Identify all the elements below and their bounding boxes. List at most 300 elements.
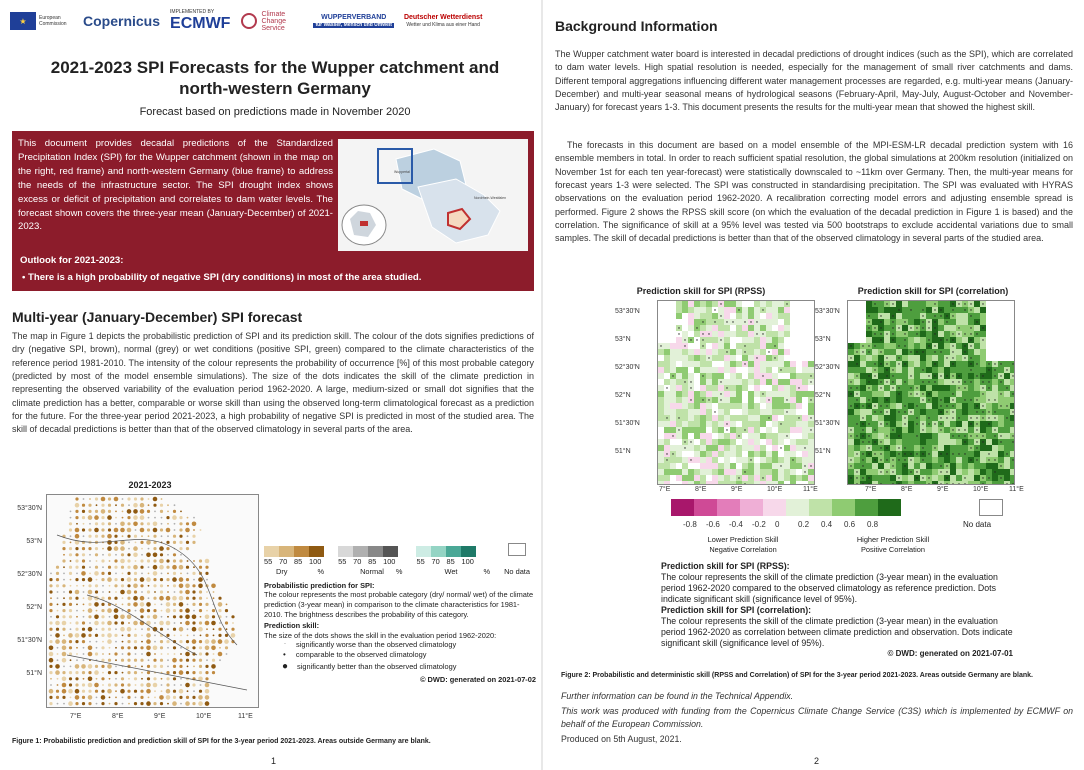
forecast-dot bbox=[225, 621, 228, 624]
skill-cell bbox=[790, 421, 796, 427]
intro-map-label-wuppertal: Wuppertal bbox=[394, 170, 410, 174]
forecast-dot bbox=[192, 584, 195, 587]
significance-dot bbox=[1006, 417, 1007, 418]
significance-dot bbox=[738, 477, 739, 478]
skill-cell bbox=[944, 301, 950, 307]
significance-dot bbox=[976, 321, 977, 322]
skill-cell bbox=[736, 421, 742, 427]
significance-dot bbox=[958, 327, 959, 328]
skill-cell bbox=[736, 457, 742, 463]
significance-dot bbox=[810, 465, 811, 466]
significance-dot bbox=[904, 321, 905, 322]
skill-cell bbox=[968, 451, 974, 457]
forecast-dot bbox=[141, 535, 143, 537]
skill-cell bbox=[932, 397, 938, 403]
significance-dot bbox=[690, 387, 691, 388]
skill-cell bbox=[718, 481, 724, 484]
skill-cell bbox=[658, 427, 664, 433]
skill-cell bbox=[730, 481, 736, 484]
skill-cell bbox=[962, 445, 968, 451]
forecast-dot bbox=[153, 504, 156, 507]
forecast-dot bbox=[101, 522, 104, 525]
skill-cell bbox=[1010, 421, 1014, 427]
forecast-dot bbox=[101, 535, 104, 538]
skill-cell bbox=[878, 367, 884, 373]
skill-cell bbox=[760, 463, 766, 469]
skill-cell bbox=[944, 391, 950, 397]
skill-cell bbox=[872, 349, 878, 355]
forecast-dot bbox=[88, 664, 93, 669]
forecast-dot bbox=[173, 584, 176, 587]
skill-cell bbox=[950, 439, 956, 445]
forecast-dot bbox=[69, 590, 72, 593]
forecast-dot bbox=[120, 546, 125, 551]
skill-cell bbox=[938, 439, 944, 445]
significance-dot bbox=[970, 417, 971, 418]
colorbar-tick: 0.6 bbox=[844, 520, 856, 529]
significance-dot bbox=[756, 321, 757, 322]
skill-cell bbox=[884, 463, 890, 469]
forecast-dot bbox=[179, 596, 184, 601]
figure2-corr-lon-label: 7°E bbox=[865, 486, 877, 493]
skill-cell bbox=[992, 463, 998, 469]
skill-cell bbox=[784, 307, 790, 313]
forecast-dot bbox=[193, 579, 195, 581]
skill-cell bbox=[944, 421, 950, 427]
skill-cell bbox=[998, 457, 1004, 463]
skill-cell bbox=[896, 337, 902, 343]
skill-cell bbox=[730, 451, 736, 457]
significance-dot bbox=[958, 429, 959, 430]
forecast-dot bbox=[135, 560, 137, 562]
skill-cell bbox=[670, 397, 676, 403]
forecast-dot bbox=[134, 572, 137, 575]
dwd-logo: Deutscher Wetterdienst Wetter und Klima aus einer Hand bbox=[403, 13, 483, 28]
skill-cell bbox=[872, 313, 878, 319]
figure2-rpss-lat-label: 53°N bbox=[615, 336, 631, 343]
forecast-dot bbox=[148, 566, 150, 568]
forecast-dot bbox=[154, 697, 156, 699]
skill-cell bbox=[896, 319, 902, 325]
skill-cell bbox=[932, 391, 938, 397]
significance-dot bbox=[868, 399, 869, 400]
section-text: The map in Figure 1 depicts the probabilistic prediction of SPI and its prediction skill. The colour of the dots signifies predictions of dry (negative SPI, brown), normal (grey) or wet conditions (positive SPI, green) compared to the climate characteristics of the reference period 1981-2010. The intensity of the colour represents the probability of occurrence [%] of this most probable category (predicted by most of the model ensemble simulations). The size of the dots indicates the skill of the climate prediction in representing the observed variability of the evaluation period 1962-2020. A large, medium-sized or small dot signifies that the climate prediction has a better, comparable or worse skill than using the observed long-term climatological forecast as a prediction for the future. For the three-year period 2021-2023, a high probability of negative SPI is predicted in most of the studied area. The skill of decadal predictions is better than that of the observed climatology in several parts of the area. bbox=[12, 331, 534, 435]
skill-cell bbox=[902, 355, 908, 361]
forecast-dot bbox=[173, 559, 176, 562]
skill-cell bbox=[754, 397, 760, 403]
significance-dot bbox=[868, 375, 869, 376]
forecast-dot bbox=[173, 510, 176, 513]
skill-cell bbox=[1004, 439, 1010, 445]
skill-cell bbox=[980, 367, 986, 373]
forecast-dot bbox=[153, 615, 158, 620]
significance-dot bbox=[952, 399, 953, 400]
significance-dot bbox=[1000, 375, 1001, 376]
skill-cell bbox=[848, 451, 854, 457]
skill-cell bbox=[718, 475, 724, 481]
skill-cell bbox=[766, 403, 772, 409]
forecast-dot bbox=[63, 635, 65, 637]
skill-cell bbox=[790, 481, 796, 484]
skill-cell bbox=[718, 349, 724, 355]
skill-cell bbox=[730, 301, 736, 307]
forecast-dot bbox=[141, 653, 143, 655]
page-number-1: 1 bbox=[271, 756, 277, 766]
forecast-dot bbox=[186, 547, 189, 550]
significance-dot bbox=[880, 339, 881, 340]
skill-cell bbox=[944, 457, 950, 463]
skill-cell bbox=[908, 445, 914, 451]
forecast-dot bbox=[88, 608, 93, 613]
forecast-dot bbox=[102, 591, 104, 593]
skill-cell bbox=[790, 397, 796, 403]
skill-cell bbox=[736, 385, 742, 391]
significance-dot bbox=[880, 405, 881, 406]
significance-dot bbox=[970, 339, 971, 340]
significance-dot bbox=[744, 321, 745, 322]
significance-dot bbox=[762, 393, 763, 394]
skill-cell bbox=[920, 433, 926, 439]
skill-cell bbox=[778, 403, 784, 409]
skill-cell bbox=[718, 463, 724, 469]
forecast-dot bbox=[88, 702, 91, 705]
significance-dot bbox=[868, 387, 869, 388]
forecast-dot bbox=[101, 497, 106, 502]
forecast-dot bbox=[135, 684, 137, 686]
forecast-dot bbox=[69, 603, 72, 606]
skill-cell bbox=[760, 337, 766, 343]
skill-cell bbox=[766, 385, 772, 391]
forecast-dot bbox=[160, 553, 163, 556]
forecast-dot bbox=[82, 696, 85, 699]
skill-cell bbox=[908, 475, 914, 481]
skill-cell bbox=[664, 481, 670, 484]
skill-cell bbox=[772, 397, 778, 403]
skill-cell bbox=[664, 361, 670, 367]
page-title: 2021-2023 SPI Forecasts for the Wupper catchment and north-western Germany bbox=[50, 58, 500, 99]
forecast-dot bbox=[49, 696, 52, 699]
skill-cell bbox=[676, 481, 682, 484]
significance-dot bbox=[738, 435, 739, 436]
skill-cell bbox=[790, 379, 796, 385]
forecast-dot bbox=[141, 666, 143, 668]
skill-cell bbox=[700, 409, 706, 415]
skill-cell bbox=[896, 331, 902, 337]
skill-cell bbox=[1004, 475, 1010, 481]
figure2-corr-lat-label: 53°N bbox=[815, 336, 831, 343]
forecast-dot bbox=[153, 665, 156, 668]
skill-cell bbox=[796, 481, 802, 484]
skill-cell bbox=[682, 349, 688, 355]
forecast-dot bbox=[200, 635, 202, 637]
skill-cell bbox=[700, 379, 706, 385]
significance-dot bbox=[868, 327, 869, 328]
skill-cell bbox=[742, 421, 748, 427]
forecast-dot bbox=[179, 665, 182, 668]
skill-cell bbox=[676, 319, 682, 325]
skill-cell bbox=[730, 391, 736, 397]
significance-dot bbox=[964, 309, 965, 310]
significance-dot bbox=[904, 363, 905, 364]
skill-cell bbox=[706, 403, 712, 409]
skill-cell bbox=[694, 373, 700, 379]
significance-dot bbox=[780, 423, 781, 424]
skill-cell bbox=[944, 367, 950, 373]
skill-cell bbox=[706, 469, 712, 475]
forecast-dot bbox=[173, 535, 176, 538]
significance-dot bbox=[982, 405, 983, 406]
significance-dot bbox=[886, 357, 887, 358]
significance-dot bbox=[862, 423, 863, 424]
skill-cell bbox=[736, 427, 742, 433]
rpss-title: Prediction skill for SPI (RPSS): bbox=[661, 561, 790, 571]
skill-cell bbox=[902, 397, 908, 403]
legend-tick: 55 bbox=[416, 557, 425, 567]
significance-dot bbox=[916, 387, 917, 388]
skill-cell bbox=[860, 361, 866, 367]
skill-cell bbox=[766, 319, 772, 325]
significance-dot bbox=[940, 423, 941, 424]
forecast-dot bbox=[69, 646, 72, 649]
skill-cell bbox=[766, 301, 772, 307]
skill-cell bbox=[884, 415, 890, 421]
significance-dot bbox=[910, 327, 911, 328]
significance-dot bbox=[952, 345, 953, 346]
forecast-dot bbox=[88, 652, 93, 657]
legend-wet-swatch bbox=[446, 546, 461, 557]
skill-cell bbox=[766, 421, 772, 427]
skill-cell bbox=[974, 313, 980, 319]
forecast-dot bbox=[101, 559, 104, 562]
skill-cell bbox=[908, 463, 914, 469]
skill-cell bbox=[938, 433, 944, 439]
forecast-dot bbox=[140, 702, 143, 705]
forecast-dot bbox=[133, 621, 138, 626]
skill-cell bbox=[986, 463, 992, 469]
skill-cell bbox=[718, 367, 724, 373]
skill-cell bbox=[908, 403, 914, 409]
significance-dot bbox=[952, 405, 953, 406]
skill-cell bbox=[670, 445, 676, 451]
significance-dot bbox=[696, 327, 697, 328]
skill-cell bbox=[796, 421, 802, 427]
skill-cell bbox=[926, 385, 932, 391]
forecast-dot bbox=[206, 597, 208, 599]
skill-cell bbox=[706, 433, 712, 439]
significance-dot bbox=[1006, 387, 1007, 388]
forecast-dot bbox=[122, 653, 124, 655]
skill-cell bbox=[658, 481, 664, 484]
significance-dot bbox=[862, 345, 863, 346]
forecast-dot bbox=[82, 683, 85, 686]
significance-dot bbox=[904, 345, 905, 346]
skill-cell bbox=[914, 307, 920, 313]
forecast-dot bbox=[75, 590, 80, 595]
significance-dot bbox=[726, 321, 727, 322]
forecast-dot bbox=[154, 591, 156, 593]
skill-cell bbox=[742, 463, 748, 469]
forecast-dot bbox=[219, 647, 221, 649]
significance-dot bbox=[922, 423, 923, 424]
skill-cell bbox=[932, 457, 938, 463]
skill-cell bbox=[956, 397, 962, 403]
forecast-dot bbox=[55, 670, 60, 675]
skill-cell bbox=[766, 331, 772, 337]
skill-cell bbox=[700, 361, 706, 367]
forecast-dot bbox=[173, 628, 176, 631]
forecast-dot bbox=[133, 553, 138, 558]
significance-dot bbox=[702, 345, 703, 346]
skill-cell bbox=[760, 403, 766, 409]
forecast-dot bbox=[57, 610, 59, 612]
forecast-dot bbox=[122, 703, 124, 705]
forecast-dot bbox=[153, 659, 156, 662]
skill-cell bbox=[754, 451, 760, 457]
skill-cell bbox=[658, 469, 664, 475]
significance-dot bbox=[934, 345, 935, 346]
colorbar-nodata-swatch bbox=[979, 499, 1003, 516]
skill-cell bbox=[950, 445, 956, 451]
significance-dot bbox=[880, 441, 881, 442]
skill-cell bbox=[748, 421, 754, 427]
forecast-dot bbox=[114, 528, 119, 533]
forecast-dot bbox=[109, 703, 111, 705]
skill-cell bbox=[688, 481, 694, 484]
legend-normal-swatch bbox=[383, 546, 398, 557]
skill-cell bbox=[902, 301, 908, 307]
significance-dot bbox=[708, 399, 709, 400]
skill-cell bbox=[920, 463, 926, 469]
significance-dot bbox=[988, 459, 989, 460]
skill-cell bbox=[712, 355, 718, 361]
forecast-dot bbox=[193, 560, 195, 562]
skill-cell bbox=[1004, 421, 1010, 427]
skill-cell bbox=[808, 433, 814, 439]
figure2-rpss-lat-label: 53°30'N bbox=[615, 308, 640, 315]
skill-cell bbox=[884, 343, 890, 349]
forecast-dot bbox=[128, 622, 130, 624]
forecast-dot bbox=[102, 548, 104, 550]
forecast-dot bbox=[88, 695, 93, 700]
legend-wet: 55 70 85 100 Wet % bbox=[416, 546, 490, 576]
significance-dot bbox=[904, 381, 905, 382]
skill-cell bbox=[968, 481, 974, 484]
intro-map-label-nrw: Nordrhein-Westfalen bbox=[474, 196, 507, 200]
forecast-dot bbox=[166, 634, 169, 637]
skill-cell bbox=[712, 475, 718, 481]
skill-cell bbox=[676, 475, 682, 481]
figure2-rpss-lat-label: 52°N bbox=[615, 392, 631, 399]
forecast-dot bbox=[56, 578, 59, 581]
forecast-dot bbox=[62, 652, 67, 657]
skill-cell bbox=[902, 475, 908, 481]
significance-dot bbox=[892, 369, 893, 370]
forecast-dot bbox=[55, 633, 60, 638]
significance-dot bbox=[810, 375, 811, 376]
skill-cell bbox=[784, 445, 790, 451]
forecast-dot bbox=[127, 671, 130, 674]
skill-cell bbox=[854, 409, 860, 415]
significance-dot bbox=[886, 369, 887, 370]
skill-cell bbox=[908, 301, 914, 307]
forecast-dot bbox=[63, 666, 65, 668]
skill-cell bbox=[896, 403, 902, 409]
skill-cell bbox=[748, 427, 754, 433]
skill-cell bbox=[854, 445, 860, 451]
skill-cell bbox=[992, 391, 998, 397]
significance-dot bbox=[898, 435, 899, 436]
significance-dot bbox=[922, 369, 923, 370]
skill-cell bbox=[736, 325, 742, 331]
significance-dot bbox=[970, 399, 971, 400]
skill-cell bbox=[688, 331, 694, 337]
significance-dot bbox=[850, 465, 851, 466]
forecast-dot bbox=[153, 683, 158, 688]
skill-cell bbox=[748, 415, 754, 421]
skill-cell bbox=[736, 313, 742, 319]
colorbar-left-label: Lower Prediction Skill Negative Correlation bbox=[707, 535, 779, 554]
forecast-dot bbox=[89, 641, 91, 643]
significance-dot bbox=[964, 399, 965, 400]
forecast-dot bbox=[159, 621, 164, 626]
forecast-dot bbox=[192, 639, 197, 644]
skill-cell bbox=[718, 385, 724, 391]
skill-cell bbox=[712, 331, 718, 337]
skill-cell bbox=[658, 457, 664, 463]
skill-cell bbox=[784, 373, 790, 379]
skill-cell bbox=[682, 325, 688, 331]
skill-cell bbox=[908, 331, 914, 337]
significance-dot bbox=[928, 399, 929, 400]
skill-cell bbox=[706, 463, 712, 469]
skill-cell bbox=[968, 349, 974, 355]
forecast-dot bbox=[94, 528, 99, 533]
skill-cell bbox=[902, 469, 908, 475]
forecast-dot bbox=[62, 689, 67, 694]
forecast-dot bbox=[114, 584, 117, 587]
skill-cell bbox=[760, 421, 766, 427]
skill-cell bbox=[920, 469, 926, 475]
skill-cell bbox=[992, 385, 998, 391]
forecast-dot bbox=[114, 608, 119, 613]
forecast-dot bbox=[70, 511, 72, 513]
forecast-dot bbox=[167, 554, 169, 556]
forecast-dot bbox=[69, 683, 72, 686]
skill-cell bbox=[676, 379, 682, 385]
skill-cell bbox=[730, 307, 736, 313]
forecast-dot bbox=[218, 628, 221, 631]
significance-dot bbox=[720, 393, 721, 394]
forecast-dot bbox=[167, 666, 169, 668]
forecast-dot bbox=[206, 659, 208, 661]
forecast-dot bbox=[205, 652, 208, 655]
forecast-dot bbox=[114, 578, 117, 581]
skill-cell bbox=[748, 385, 754, 391]
forecast-dot bbox=[166, 621, 171, 626]
significance-dot bbox=[874, 363, 875, 364]
skill-cell bbox=[700, 439, 706, 445]
forecast-dot bbox=[49, 578, 52, 581]
skill-cell bbox=[896, 427, 902, 433]
forecast-dot bbox=[94, 571, 99, 576]
forecast-dot bbox=[205, 671, 208, 674]
forecast-dot bbox=[102, 684, 104, 686]
significance-dot bbox=[868, 321, 869, 322]
skill-cell bbox=[932, 355, 938, 361]
skill-cell bbox=[694, 481, 700, 484]
figure1-title: 2021-2023 bbox=[128, 480, 172, 490]
skill-cell bbox=[980, 421, 986, 427]
